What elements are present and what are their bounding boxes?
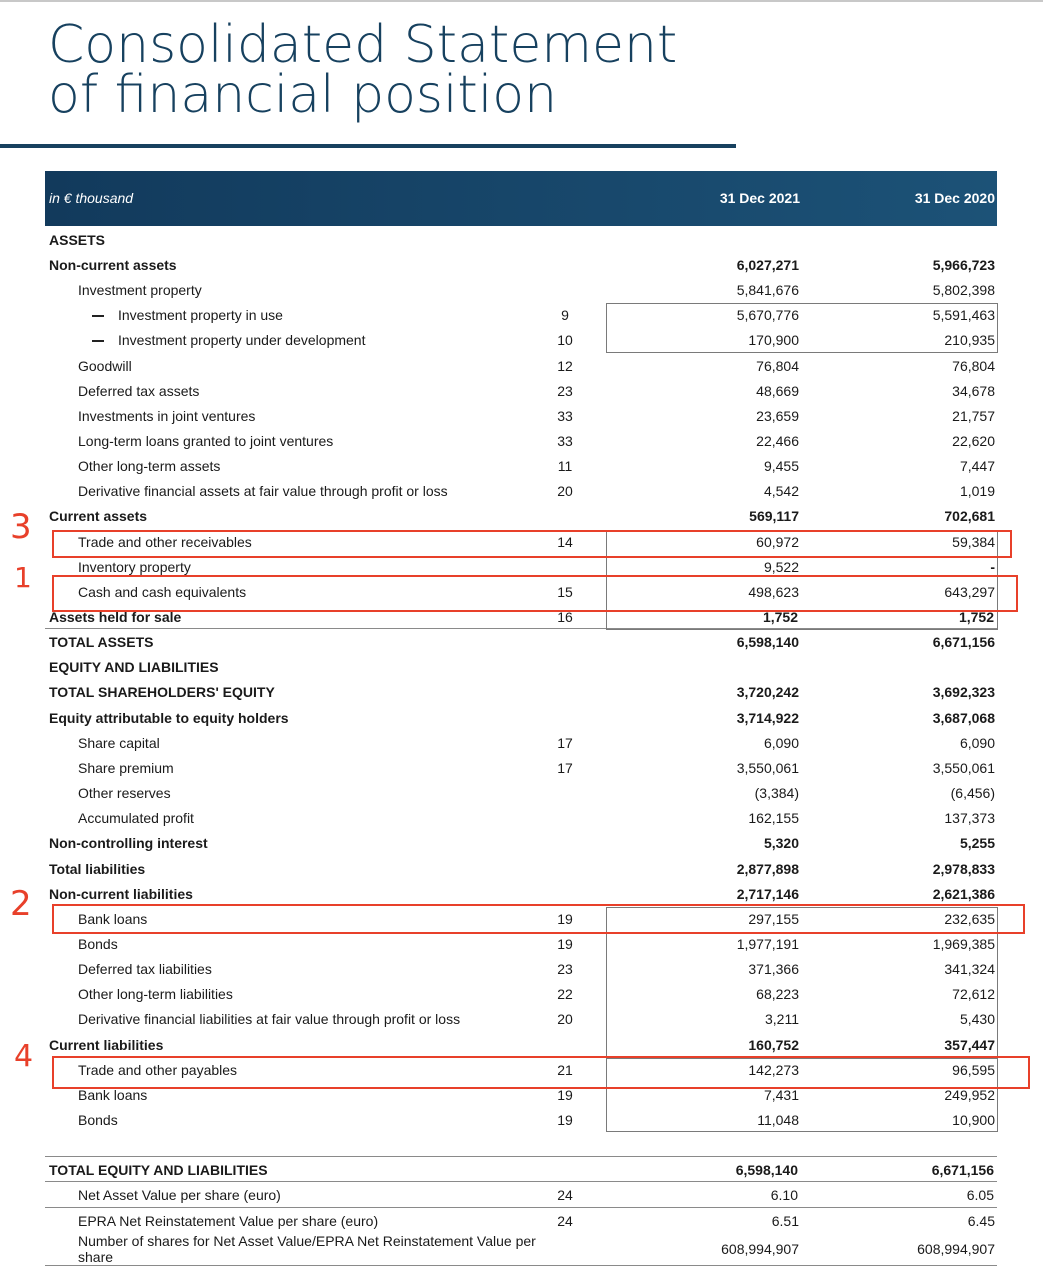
table-row: Bank loans 19 297,155 232,635 bbox=[78, 911, 995, 927]
table-row: Bank loans 19 7,431 249,952 bbox=[78, 1087, 995, 1103]
table-header bbox=[45, 171, 997, 226]
table-row: Total liabilities 2,877,898 2,978,833 bbox=[49, 861, 995, 877]
table-row: Non-current liabilities 2,717,146 2,621,386 bbox=[49, 886, 995, 902]
table-row: Investment property under development 10 170,900 210,935 bbox=[0, 328, 1043, 353]
table-row: Trade and other payables 21 142,273 96,595 bbox=[78, 1062, 995, 1078]
table-row: TOTAL ASSETS 6,598,140 6,671,156 bbox=[49, 634, 995, 650]
annotation-3: 3 bbox=[10, 507, 32, 547]
page-title bbox=[48, 15, 678, 125]
table-row: Goodwill 12 76,804 76,804 bbox=[78, 358, 995, 374]
highlight-box-receivables bbox=[52, 530, 1012, 558]
annotation-1: 1 bbox=[14, 561, 32, 594]
table-row: Other long-term liabilities 22 68,223 72,612 bbox=[78, 986, 995, 1002]
table-row: Bonds 19 1,977,191 1,969,385 bbox=[78, 936, 995, 952]
highlight-box-bank-loans bbox=[52, 904, 1025, 934]
table-row: Investments in joint ventures 33 23,659 21,757 bbox=[78, 408, 995, 424]
table-row: Bonds 19 11,048 10,900 bbox=[78, 1112, 995, 1128]
highlight-box-payables bbox=[52, 1056, 1030, 1089]
table-row: Derivative financial liabilities at fair value through profit or loss 20 3,211 5,430 bbox=[78, 1011, 995, 1027]
table-row: EPRA Net Reinstatement Value per share (euro) 24 6.51 6.45 bbox=[78, 1213, 995, 1229]
table-row: 608,994,907 608,994,907 bbox=[721, 1241, 995, 1257]
table-row: Deferred tax assets 23 48,669 34,678 bbox=[78, 383, 995, 399]
divider bbox=[45, 1265, 997, 1266]
table-row: Assets held for sale 16 1,752 1,752 bbox=[45, 605, 997, 629]
table-row: ASSETS bbox=[49, 232, 106, 248]
top-border bbox=[0, 0, 1043, 2]
table-row: Investment property in use 9 5,670,776 5,591,463 bbox=[0, 303, 1043, 328]
table-row: Other long-term assets 11 9,455 7,447 bbox=[78, 458, 995, 474]
table-row: Trade and other receivables 14 60,972 59,384 bbox=[78, 534, 995, 550]
table-row: Deferred tax liabilities 23 371,366 341,324 bbox=[78, 961, 995, 977]
column-header-2020: 31 Dec 2020 bbox=[914, 190, 995, 206]
table-row: Current liabilities 160,752 357,447 bbox=[49, 1037, 995, 1053]
table-row: Share capital 17 6,090 6,090 bbox=[78, 735, 995, 751]
shares-count-label: Number of shares for Net Asset Value/EPRA Net Reinstatement Value per share bbox=[78, 1233, 536, 1265]
table-row: Non-current assets 6,027,271 5,966,723 bbox=[49, 257, 995, 273]
table-row: Non-controlling interest 5,320 5,255 bbox=[49, 835, 995, 851]
column-header-2021: 31 Dec 2021 bbox=[719, 190, 800, 206]
table-row: Other reserves (3,384) (6,456) bbox=[78, 785, 995, 801]
table-row: Long-term loans granted to joint ventures 33 22,466 22,620 bbox=[78, 433, 995, 449]
table-row: TOTAL EQUITY AND LIABILITIES 6,598,140 6,671,156 bbox=[45, 1158, 997, 1182]
table-row: Investment property 5,841,676 5,802,398 bbox=[78, 282, 995, 298]
value-box bbox=[606, 303, 998, 353]
divider bbox=[45, 1156, 997, 1157]
table-row: Share premium 17 3,550,061 3,550,061 bbox=[78, 760, 995, 776]
highlight-box-cash bbox=[52, 575, 1018, 612]
table-row: Accumulated profit 162,155 137,373 bbox=[78, 810, 995, 826]
table-row: TOTAL SHAREHOLDERS' EQUITY 3,720,242 3,692,323 bbox=[49, 684, 995, 700]
title-line-1: Consolidated Statement bbox=[48, 15, 678, 75]
table-row: EQUITY AND LIABILITIES bbox=[49, 659, 219, 675]
table-row: Net Asset Value per share (euro) 24 6.10 6.05 bbox=[45, 1183, 997, 1208]
table-row: Cash and cash equivalents 15 498,623 643,297 bbox=[78, 584, 995, 600]
table-row: Current assets 569,117 702,681 bbox=[49, 508, 995, 524]
dash-bullet bbox=[92, 315, 104, 317]
annotation-2: 2 bbox=[10, 884, 32, 924]
unit-label: in € thousand bbox=[49, 190, 134, 206]
title-underline bbox=[0, 144, 736, 148]
dash-bullet bbox=[92, 340, 104, 342]
table-row: Inventory property 9,522 - bbox=[78, 559, 995, 575]
annotation-4: 4 bbox=[14, 1039, 34, 1074]
title-line-2: of financial position bbox=[48, 65, 558, 125]
table-row: Derivative financial assets at fair value through profit or loss 20 4,542 1,019 bbox=[78, 483, 995, 499]
table-row: Equity attributable to equity holders 3,714,922 3,687,068 bbox=[49, 710, 995, 726]
